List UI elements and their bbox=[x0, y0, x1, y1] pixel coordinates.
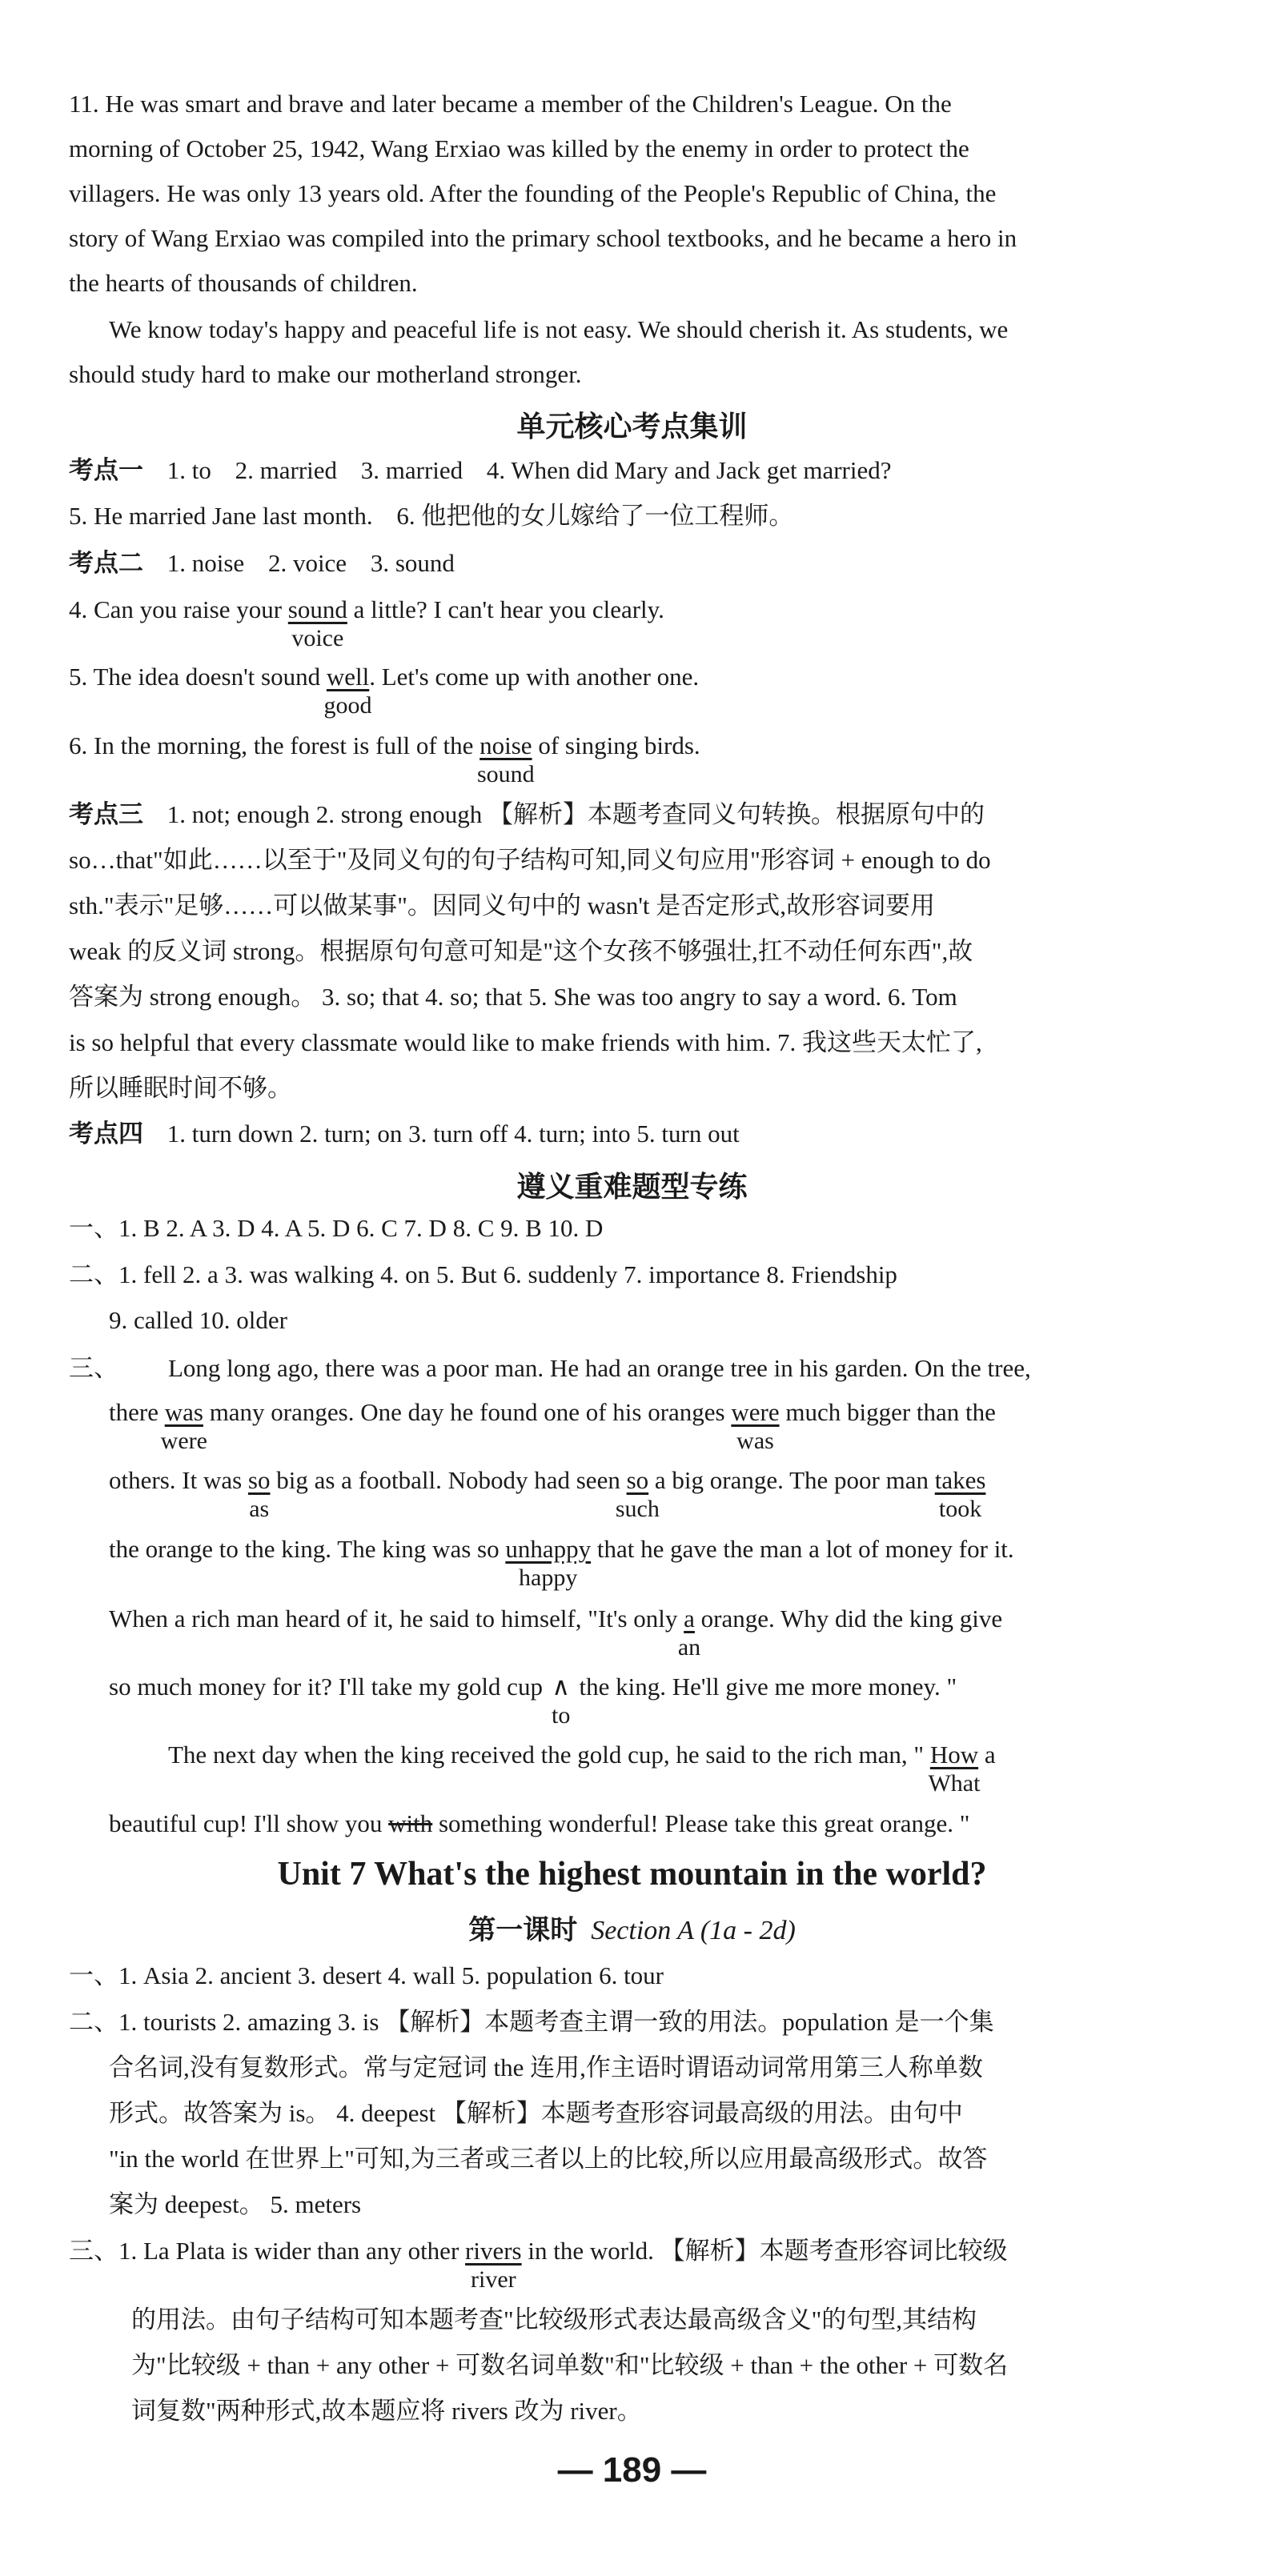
explanation-line: 形式。故答案为 is。 4. deepest 【解析】本题考查形容词最高级的用法。由句中 bbox=[109, 2099, 963, 2127]
wrong-word: was bbox=[164, 1398, 203, 1426]
fix-word: sound bbox=[477, 761, 535, 787]
answer: 2. voice bbox=[267, 549, 347, 577]
explanation-line: 的用法。由句子结构可知本题考查"比较级形式表达最高级含义"的句型,其结构 bbox=[131, 2306, 977, 2334]
text: the orange to the king. The king was so bbox=[109, 1535, 506, 1563]
answer: 1. tourists 2. amazing 3. is 【解析】本题考查主谓一致的用法。population 是一个集 bbox=[118, 2008, 994, 2036]
cloze-line bbox=[109, 1671, 957, 1729]
kaodian-1 bbox=[69, 455, 892, 487]
explanation-line: is so helpful that every classmate would like to make friends with him. 7. 我这些天太忙了, bbox=[69, 1028, 982, 1056]
text: a bbox=[978, 1741, 996, 1769]
cloze-line: Long long ago, there was a poor man. He had an orange tree in his garden. On the tree, bbox=[168, 1354, 1031, 1382]
answer: 3. sound bbox=[370, 549, 455, 577]
cloze-line bbox=[109, 1396, 996, 1454]
passage-line: story of Wang Erxiao was compiled into the primary school textbooks, and he became a hero in bbox=[69, 224, 1017, 252]
passage-line: the hearts of thousands of children. bbox=[69, 269, 418, 297]
text: that he gave the man a lot of money for it. bbox=[591, 1535, 1014, 1563]
text: so much money for it? I'll take my gold cup bbox=[109, 1673, 549, 1701]
kaodian-2 bbox=[69, 547, 455, 579]
part-2 bbox=[69, 1259, 897, 1291]
lesson-en: Section A (1a - 2d) bbox=[591, 1916, 796, 1945]
kaodian-3 bbox=[69, 799, 985, 831]
text: in the world. 【解析】本题考查形容词比较级 bbox=[521, 2237, 1008, 2265]
cloze-line bbox=[109, 1464, 986, 1522]
cloze-line bbox=[168, 1739, 996, 1797]
explanation-line: 案为 deepest。 5. meters bbox=[109, 2190, 362, 2218]
insert-mark bbox=[549, 1671, 573, 1729]
explanation-line: 合名词,没有复数形式。常与定冠词 the 连用,作主语时谓语动词常用第三人称单数 bbox=[109, 2053, 983, 2081]
text: much bigger than the bbox=[779, 1398, 996, 1426]
text: a big orange. The poor man bbox=[648, 1466, 935, 1494]
text: of singing birds. bbox=[532, 731, 700, 759]
corrected-word bbox=[477, 730, 535, 787]
fix-word: river bbox=[471, 2266, 516, 2293]
explanation-line: "in the world 在世界上"可知,为三者或三者以上的比较,所以应用最高级形式。故答 bbox=[109, 2145, 988, 2173]
fix-word: such bbox=[615, 1496, 660, 1522]
text: something wonderful! Please take this great orange. " bbox=[432, 1809, 970, 1837]
part-label: 二、 bbox=[69, 2008, 118, 2036]
corrected-word bbox=[160, 1396, 207, 1454]
text: 6. In the morning, the forest is full of the bbox=[69, 731, 480, 759]
corrected-word bbox=[287, 594, 347, 651]
wrong-word: takes bbox=[934, 1466, 986, 1494]
wrong-word: rivers bbox=[465, 2237, 522, 2265]
wrong-word: so bbox=[247, 1466, 271, 1494]
correction-line bbox=[69, 730, 700, 787]
explanation-line: 为"比较级 + than + any other + 可数名词单数"和"比较级 + than + the other + 可数名 bbox=[131, 2351, 1009, 2379]
cloze-line bbox=[109, 1603, 1003, 1661]
part-2 bbox=[69, 2006, 994, 2038]
answer: 1. turn down 2. turn; on 3. turn off 4. turn; into 5. turn out bbox=[167, 1120, 740, 1148]
lesson-title bbox=[0, 1908, 1264, 1947]
text: 4. Can you raise your bbox=[69, 595, 288, 623]
corrected-word bbox=[505, 1533, 592, 1591]
kaodian-label: 考点一 bbox=[69, 456, 143, 485]
text: others. It was bbox=[109, 1466, 248, 1494]
text: 1. La Plata is wider than any other bbox=[118, 2237, 466, 2265]
answer: 3. married bbox=[360, 456, 463, 484]
part-2-cont: 9. called 10. older bbox=[109, 1306, 287, 1334]
text: . Let's come up with another one. bbox=[369, 663, 700, 691]
text: big as a football. Nobody had seen bbox=[270, 1466, 627, 1494]
text: beautiful cup! I'll show you bbox=[109, 1809, 389, 1837]
explanation-line: so…that"如此……以至于"及同义句的句子结构可知,同义句应用"形容词 + enough to do bbox=[69, 846, 991, 874]
fix-word: voice bbox=[291, 625, 344, 651]
explanation-line: 词复数"两种形式,故本题应将 rivers 改为 river。 bbox=[131, 2397, 642, 2425]
caret: ∧ bbox=[552, 1673, 571, 1701]
answer: 5. He married Jane last month. bbox=[69, 502, 373, 530]
text: many oranges. One day he found one of his oranges bbox=[203, 1398, 732, 1426]
part-label: 二、 bbox=[69, 1260, 118, 1288]
part-3-label: 三、 bbox=[69, 1354, 118, 1382]
kaodian-label: 考点四 bbox=[69, 1120, 143, 1148]
wrong-word: sound bbox=[287, 595, 347, 623]
corrected-word bbox=[615, 1464, 660, 1522]
answer: 2. married bbox=[235, 456, 338, 484]
part-3 bbox=[69, 2235, 1008, 2293]
corrected-word bbox=[928, 1739, 981, 1797]
corrected-word bbox=[677, 1603, 701, 1661]
answer: 1. noise bbox=[167, 549, 245, 577]
text: The next day when the king received the gold cup, he said to the rich man, " bbox=[168, 1741, 930, 1769]
fix-word: good bbox=[323, 692, 372, 719]
part-1 bbox=[69, 1212, 603, 1244]
explanation-line: 所以睡眠时间不够。 bbox=[69, 1074, 292, 1102]
deleted-word: with bbox=[388, 1809, 433, 1837]
text: 5. The idea doesn't sound bbox=[69, 663, 327, 691]
answer: 1. fell 2. a 3. was walking 4. on 5. But 6. suddenly 7. importance 8. Friendship bbox=[118, 1260, 897, 1288]
passage-line: We know today's happy and peaceful life is not easy. We should cherish it. As students, we bbox=[109, 315, 1009, 343]
answer: 1. not; enough 2. strong enough 【解析】本题考查同义句转换。根据原句中的 bbox=[167, 800, 985, 828]
kaodian-label: 考点二 bbox=[69, 549, 143, 578]
wrong-word: well bbox=[326, 663, 370, 691]
part-label: 三、 bbox=[69, 2237, 118, 2265]
corrected-word bbox=[465, 2235, 522, 2293]
answer: 1. Asia 2. ancient 3. desert 4. wall 5. population 6. tour bbox=[118, 1961, 664, 1989]
cloze-line bbox=[109, 1533, 1014, 1591]
fix-word: What bbox=[928, 1770, 981, 1797]
corrected-word bbox=[247, 1464, 271, 1522]
corrected-word bbox=[934, 1464, 986, 1522]
wrong-word: were bbox=[731, 1398, 780, 1426]
answer: 6. 他把他的女儿嫁给了一位工程师。 bbox=[396, 502, 794, 530]
wrong-word: so bbox=[626, 1466, 649, 1494]
wrong-word: a bbox=[684, 1604, 695, 1633]
part-label: 一、 bbox=[69, 1961, 118, 1989]
part-label: 一、 bbox=[69, 1214, 118, 1242]
passage-line: 11. He was smart and brave and later became a member of the Children's League. On the bbox=[69, 90, 952, 118]
answer: 4. When did Mary and Jack get married? bbox=[486, 456, 892, 484]
answer: 1. to bbox=[167, 456, 211, 484]
cloze-line bbox=[109, 1808, 969, 1840]
kaodian-label: 考点三 bbox=[69, 800, 143, 829]
corrected-word bbox=[323, 661, 372, 719]
fix-word: happy bbox=[519, 1564, 578, 1591]
page-number: — 189 — bbox=[557, 2450, 707, 2490]
fix-word: took bbox=[938, 1496, 982, 1522]
part-1 bbox=[69, 1960, 664, 1992]
section-heading: 单元核心考点集训 bbox=[516, 411, 748, 443]
fix-word: an bbox=[677, 1634, 701, 1661]
fix-word: to bbox=[552, 1702, 571, 1729]
wrong-word: How bbox=[929, 1741, 979, 1769]
lesson-cn: 第一课时 bbox=[468, 1914, 578, 1946]
wrong-word: noise bbox=[480, 731, 532, 759]
section-heading: 遵义重难题型专练 bbox=[516, 1171, 748, 1204]
passage-line: should study hard to make our motherland stronger. bbox=[69, 360, 582, 388]
text: orange. Why did the king give bbox=[694, 1604, 1003, 1633]
fix-word: was bbox=[736, 1428, 774, 1454]
explanation-line: weak 的反义词 strong。根据原句句意可知是"这个女孩不够强壮,扛不动任何东西",故 bbox=[69, 937, 973, 965]
explanation-line: sth."表示"足够……可以做某事"。因同义句中的 wasn't 是否定形式,故形容词要用 bbox=[69, 891, 936, 919]
kaodian-1-cont bbox=[69, 500, 793, 532]
unit-title: Unit 7 What's the highest mountain in the world? bbox=[277, 1856, 987, 1893]
corrected-word bbox=[731, 1396, 780, 1454]
explanation-line: 答案为 strong enough。 3. so; that 4. so; that 5. She was too angry to say a word. 6. Tom bbox=[69, 983, 957, 1011]
text: there bbox=[109, 1398, 165, 1426]
fix-word: as bbox=[249, 1496, 270, 1522]
correction-line bbox=[69, 661, 700, 719]
text: a little? I can't hear you clearly. bbox=[347, 595, 664, 623]
text: When a rich man heard of it, he said to himself, "It's only bbox=[109, 1604, 684, 1633]
answer: 1. B 2. A 3. D 4. A 5. D 6. C 7. D 8. C 9. B 10. D bbox=[118, 1214, 604, 1242]
passage-line: villagers. He was only 13 years old. After the founding of the People's Republic of China, the bbox=[69, 179, 997, 207]
correction-line bbox=[69, 594, 664, 651]
passage-line: morning of October 25, 1942, Wang Erxiao was killed by the enemy in order to protect the bbox=[69, 134, 969, 162]
wrong-word: unhappy bbox=[505, 1535, 592, 1563]
text: the king. He'll give me more money. " bbox=[572, 1673, 957, 1701]
kaodian-4 bbox=[69, 1118, 740, 1150]
fix-word: were bbox=[160, 1428, 207, 1454]
